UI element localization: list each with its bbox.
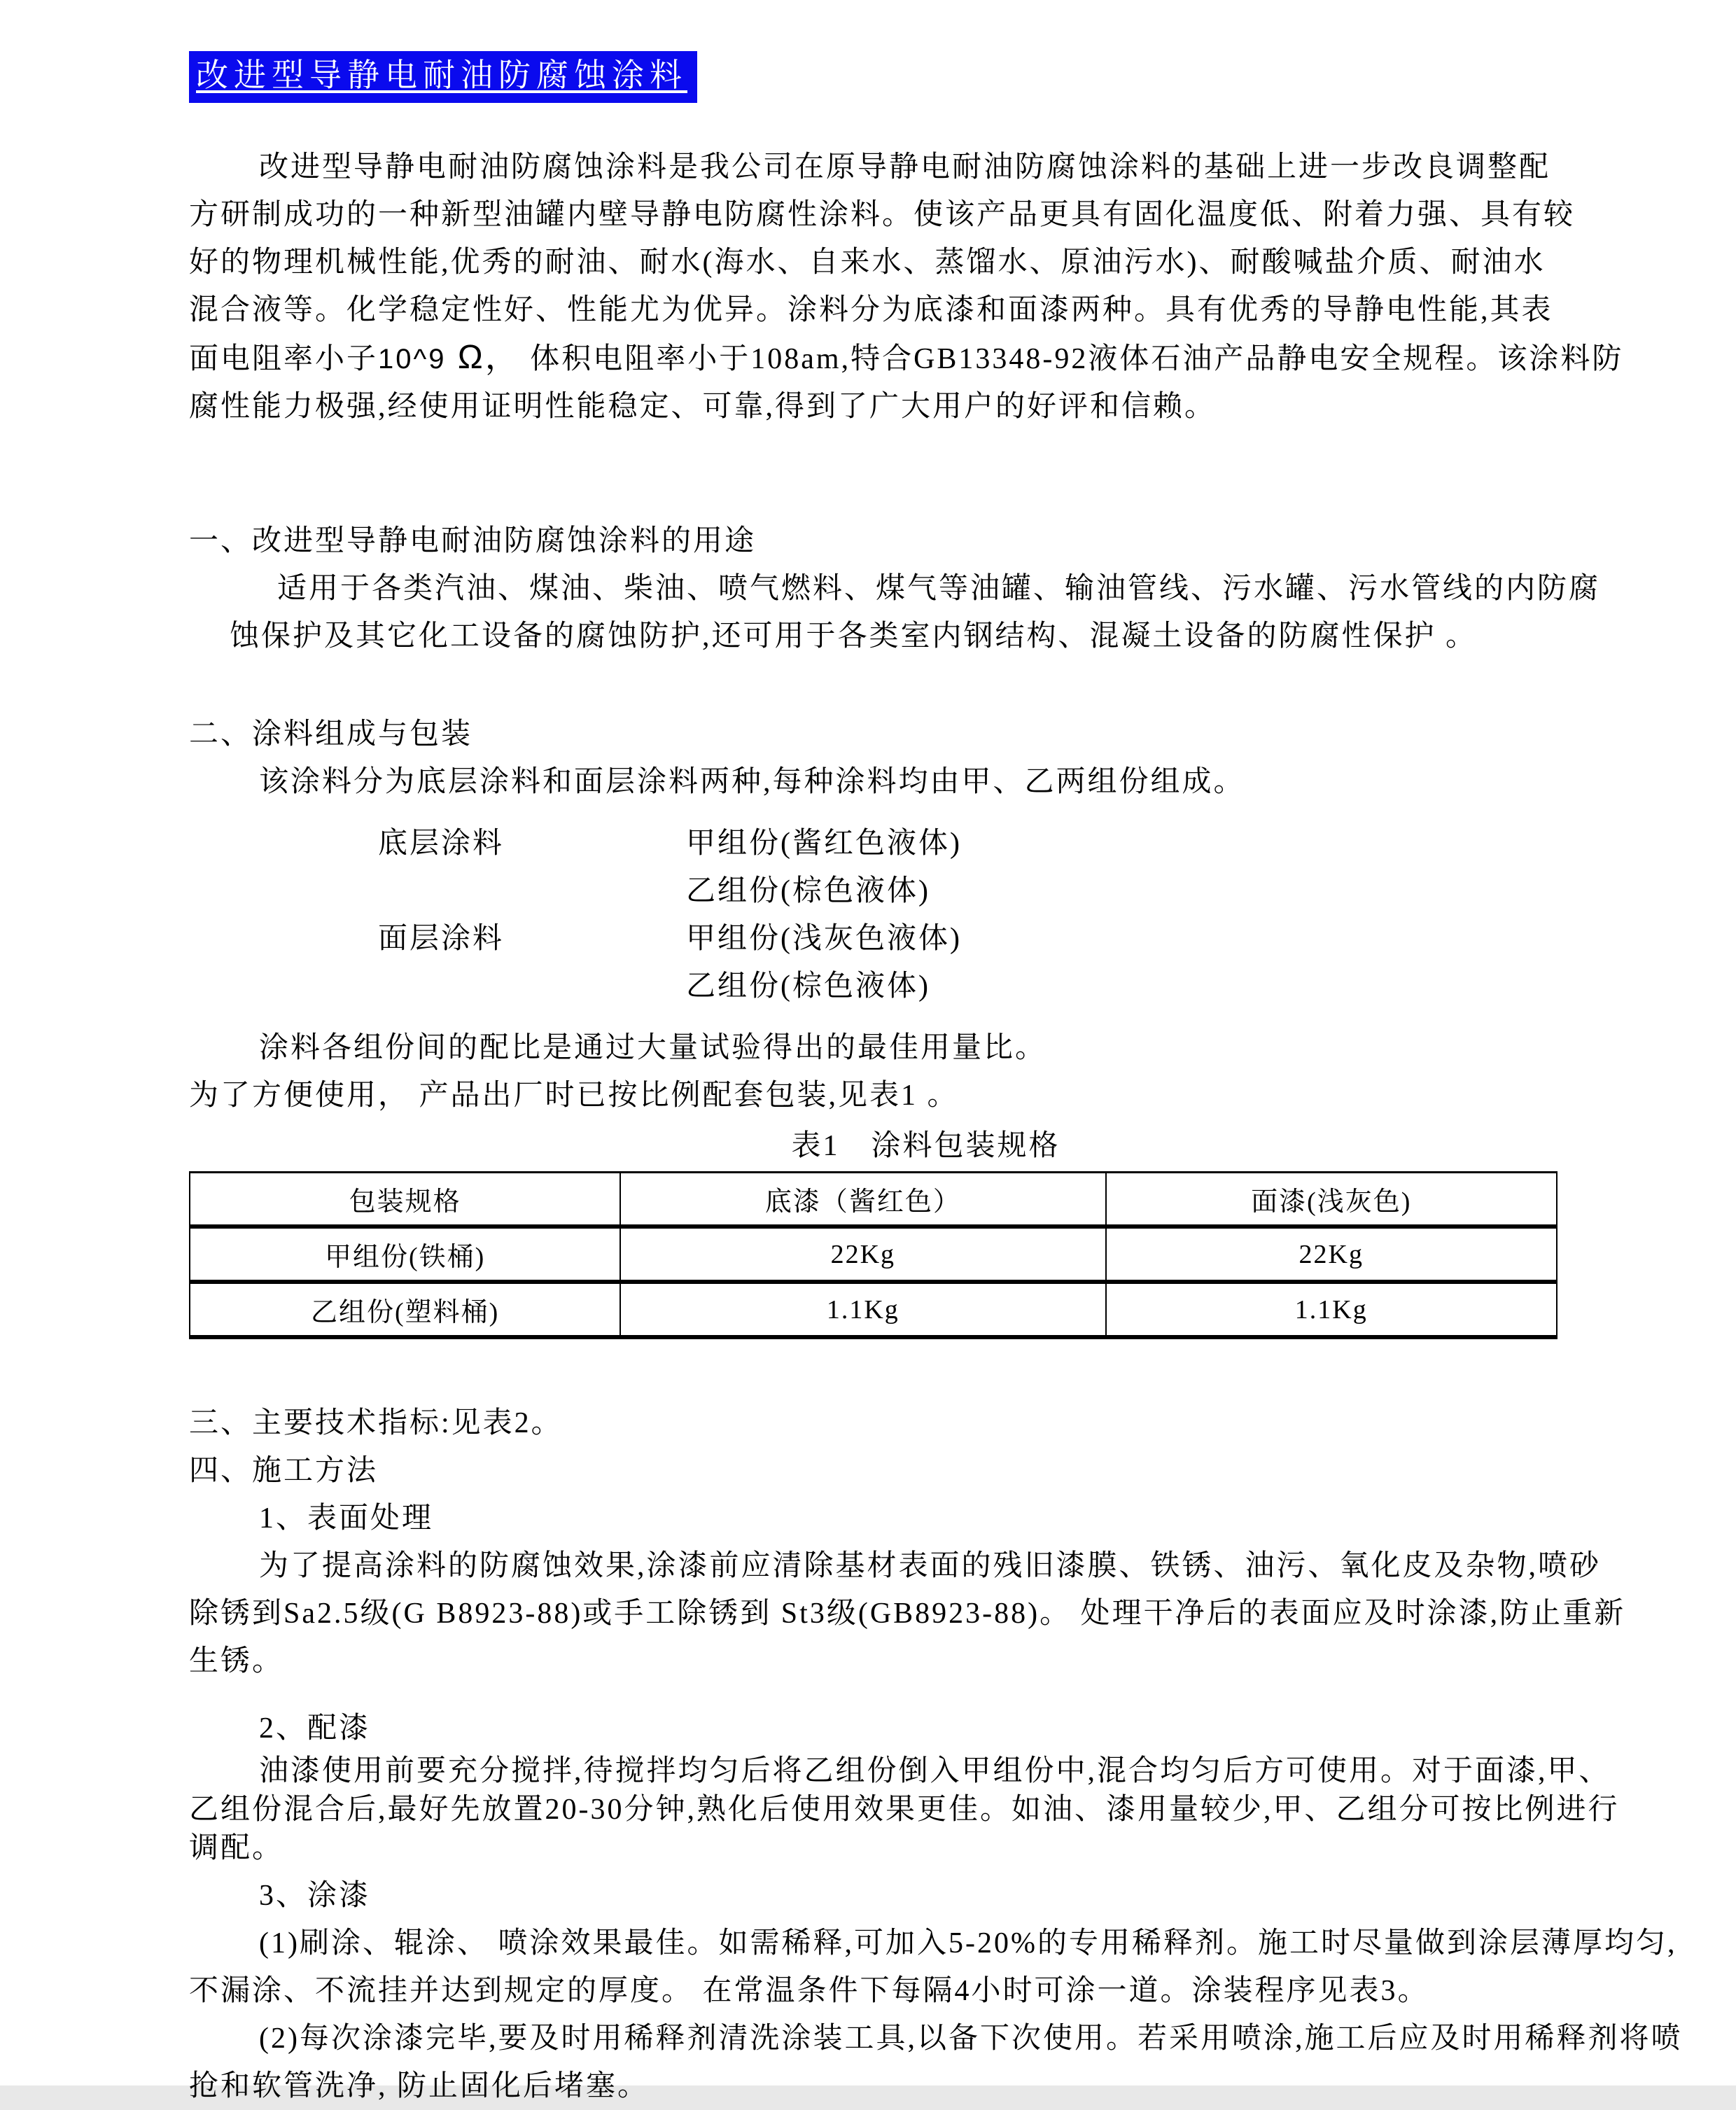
sub-1-heading: 1、表面处理: [259, 1502, 434, 1535]
intro-line-1: 改进型导静电耐油防腐蚀涂料是我公司在原导静电耐油防腐蚀涂料的基础上进一步改良调整配: [259, 151, 1551, 183]
table-header-cell: 包装规格: [190, 1173, 620, 1227]
sub-2-line-2: 乙组份混合后,最好先放置20-30分钟,熟化后使用效果更佳。如油、漆用量较少,甲、乙组分可按比例进行: [189, 1794, 1620, 1826]
intro-line-5: [189, 334, 1624, 383]
component-part-value: 乙组份(棕色液体): [686, 875, 930, 907]
component-row: [189, 867, 1558, 915]
component-coat-label: 面层涂料: [378, 923, 505, 955]
intro-paragraph: [189, 144, 1624, 431]
sub-1-line-1: 为了提高涂料的防腐蚀效果,涂漆前应清除基材表面的残旧漆膜、铁锈、油污、氧化皮及杂物,喷砂: [259, 1550, 1602, 1582]
sub-3-p1-line-1: (1)刷涂、辊涂、 喷涂效果最佳。如需稀释,可加入5-20%的专用稀释剂。施工时尽量做到涂层薄厚均匀,: [259, 1927, 1677, 1959]
component-part-value: 甲组份(浅灰色液体): [686, 923, 962, 955]
intro-line-3: 好的物理机械性能,优秀的耐油、耐水(海水、自来水、蒸馏水、原油污水)、耐酸喊盐介质、耐油水: [189, 246, 1546, 279]
section-2-heading: 二、涂料组成与包装: [189, 718, 473, 750]
sub-1-line-2: 除锈到Sa2.5级(G B8923-88)或手工除锈到 St3级(GB8923-88)。 处理干净后的表面应及时涂漆,防止重新: [189, 1598, 1626, 1630]
sub-2-paragraph: [189, 1752, 1620, 1868]
intro-line-6: 腐性能力极强,经使用证明性能稳定、可靠,得到了广大用户的好评和信赖。: [189, 391, 1217, 423]
table-header-row: [190, 1173, 1557, 1227]
component-row: [189, 915, 1558, 963]
component-part-value: 乙组份(棕色液体): [686, 970, 930, 1002]
section-3-heading: 三、主要技术指标:见表2。: [189, 1407, 563, 1439]
sub-2-line-1: 油漆使用前要充分搅拌,待搅拌均匀后将乙组份倒入甲组份中,混合均匀后方可使用。对于面漆,甲、: [259, 1755, 1611, 1787]
intro-line-5-post: 体积电阻率小于108am,特合GB13348-92液体石油产品静电安全规程。该涂料防: [520, 343, 1624, 375]
resistivity-exponent: 10^9: [378, 344, 447, 375]
section-1-line-2: 蚀保护及其它化工设备的腐蚀防护,还可用于各类室内钢结构、混凝土设备的防腐性保护 。: [230, 620, 1478, 652]
table-cell: 22Kg: [620, 1227, 1105, 1282]
table-1-caption: 表1 涂料包装规格: [791, 1130, 1060, 1162]
table-row: [190, 1282, 1557, 1337]
table-cell: 22Kg: [1106, 1227, 1558, 1282]
intro-line-2: 方研制成功的一种新型油罐内壁导静电防腐性涂料。使该产品更具有固化温度低、附着力强、具有较: [189, 199, 1576, 231]
table-header-cell: 面漆(浅灰色): [1106, 1173, 1558, 1227]
section-4-heading: 四、施工方法: [189, 1455, 379, 1487]
sub-3-p2-line-2: 抢和软管洗净, 防止固化后堵塞。: [189, 2070, 650, 2102]
component-coat-label: [378, 963, 686, 1010]
table-cell: 甲组份(铁桶): [190, 1227, 620, 1282]
component-row: [189, 963, 1558, 1010]
table-cell: 1.1Kg: [1106, 1282, 1558, 1337]
component-list: [189, 820, 1558, 1010]
sub-3-heading: 3、涂漆: [259, 1880, 371, 1912]
table-row: [190, 1227, 1557, 1282]
ohm-symbol: Ω，: [446, 339, 521, 376]
table-cell: 1.1Kg: [620, 1282, 1105, 1337]
section-2-note-2: 为了方便使用， 产品出厂时已按比例配套包装,见表1 。: [189, 1080, 959, 1112]
intro-line-5-pre: 面电阻率小子: [189, 343, 379, 375]
section-2-intro: 该涂料分为底层涂料和面层涂料两种,每种涂料均由甲、乙两组份组成。: [259, 766, 1245, 798]
sub-2-line-3: 调配。: [189, 1832, 284, 1864]
table-header-cell: 底漆（酱红色）: [620, 1173, 1105, 1227]
intro-line-4: 混合液等。化学稳定性好、性能尤为优异。涂料分为底漆和面漆两种。具有优秀的导静电性能,其表: [189, 294, 1553, 326]
table-cell: 乙组份(塑料桶): [190, 1282, 620, 1337]
component-row: [189, 820, 1558, 867]
sub-3-p2-line-1: (2)每次涂漆完毕,要及时用稀释剂清洗涂装工具,以备下次使用。若采用喷涂,施工后应及时用稀释剂将喷: [259, 2022, 1683, 2055]
sub-3-p1-line-2: 不漏涂、不流挂并达到规定的厚度。 在常温条件下每隔4小时可涂一道。涂装程序见表3。: [189, 1975, 1429, 2007]
component-coat-label: 底层涂料: [378, 827, 505, 860]
component-coat-label: [378, 867, 686, 915]
sub-2-heading: 2、配漆: [259, 1712, 371, 1745]
component-part-value: 甲组份(酱红色液体): [686, 827, 962, 860]
title-row: [189, 51, 1558, 103]
section-2-note-1: 涂料各组份间的配比是通过大量试验得出的最佳用量比。: [259, 1032, 1047, 1064]
sub-1-line-3: 生锈。: [189, 1645, 284, 1677]
section-1-heading: 一、改进型导静电耐油防腐蚀涂料的用途: [189, 525, 757, 557]
packaging-table: [189, 1171, 1558, 1339]
section-1-line-1: 适用于各类汽油、煤油、柴油、喷气燃料、煤气等油罐、输油管线、污水罐、污水管线的内防腐: [277, 573, 1601, 605]
document-title: 改进型导静电耐油防腐蚀涂料: [189, 51, 697, 103]
